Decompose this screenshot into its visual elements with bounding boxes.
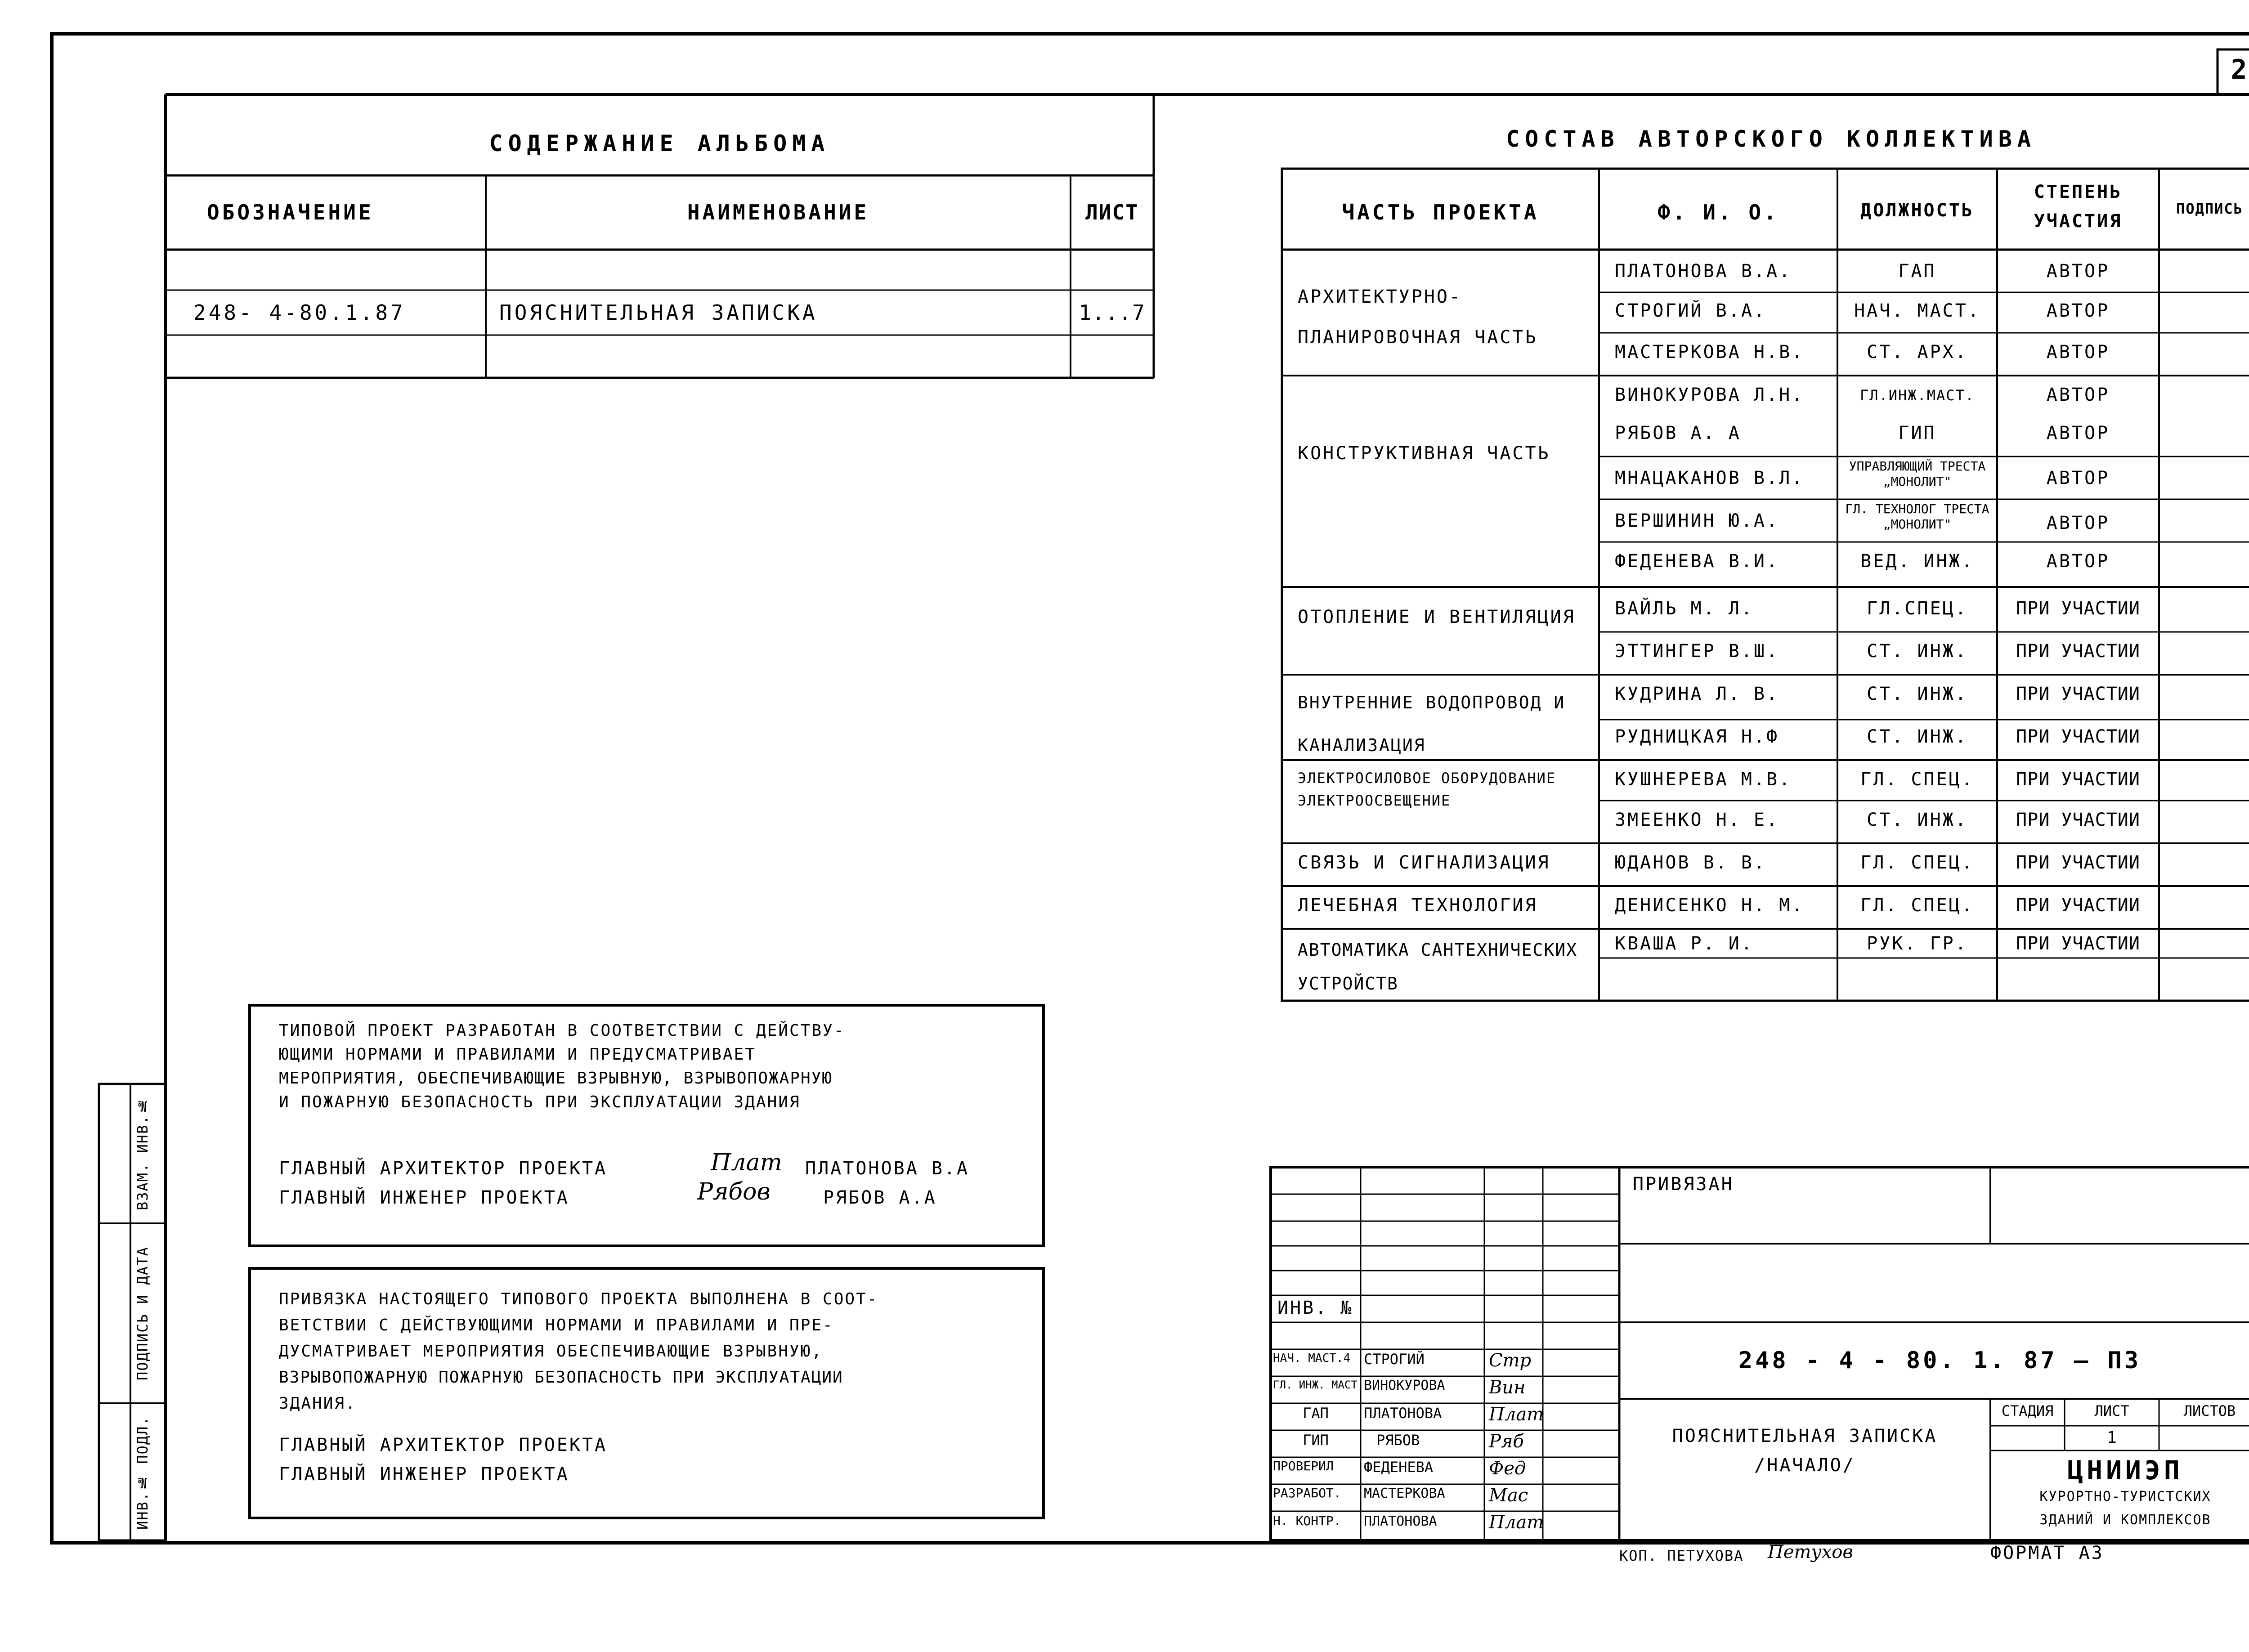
- author-participation: ПРИ УЧАСТИИ: [2016, 852, 2140, 873]
- authors-header-fio: Ф. И. О.: [1658, 200, 1779, 224]
- document-code: 248 - 4 - 80. 1. 87 — ПЗ: [1738, 1347, 2141, 1374]
- author-position: СТ. ИНЖ.: [1867, 726, 1968, 747]
- part-automation: АВТОМАТИКА САНТЕХНИЧЕСКИХ УСТРОЙСТВ: [1298, 940, 1577, 994]
- binding-architect-label: ГЛАВНЫЙ АРХИТЕКТОР ПРОЕКТА: [279, 1435, 608, 1455]
- note-line: ДУСМАТРИВАЕТ МЕРОПРИЯТИЯ ОБЕСПЕЧИВАЮЩИЕ ВЗРЫВНУЮ,: [279, 1342, 823, 1361]
- author-position: СТ. ИНЖ.: [1867, 641, 1968, 662]
- author-participation: АВТОР: [2046, 385, 2110, 405]
- author-name: ПЛАТОНОВА В.А.: [1615, 261, 1792, 282]
- stamp-inv-original: ИНВ.№ ПОДЛ.: [134, 1416, 151, 1530]
- sheet-number: 2: [2231, 54, 2247, 85]
- chief-architect-label: ГЛАВНЫЙ АРХИТЕКТОР ПРОЕКТА: [279, 1158, 608, 1179]
- author-participation: ПРИ УЧАСТИИ: [2016, 933, 2140, 954]
- author-name: КВАША Р. И.: [1615, 933, 1754, 954]
- author-participation: АВТОР: [2046, 551, 2110, 572]
- author-name: ВИНОКУРОВА Л.Н.: [1615, 385, 1805, 405]
- author-participation: ПРИ УЧАСТИИ: [2016, 684, 2140, 704]
- stamp-signature-date: ПОДПИСЬ И ДАТА: [134, 1246, 151, 1380]
- author-position: ВЕД. ИНЖ.: [1860, 551, 1974, 572]
- author-participation: АВТОР: [2046, 468, 2110, 488]
- col-header-name: НАИМЕНОВАНИЕ: [687, 200, 869, 224]
- stamp-replaced-inv: ВЗАМ. ИНВ.№: [134, 1097, 151, 1211]
- author-participation: ПРИ УЧАСТИИ: [2016, 769, 2140, 790]
- role-name: РЯБОВ: [1376, 1432, 1420, 1449]
- role-name: ПЛАТОНОВА: [1364, 1405, 1442, 1422]
- album-contents-title: СОДЕРЖАНИЕ АЛЬБОМА: [489, 130, 830, 157]
- chief-engineer-signature: Рябов: [697, 1178, 771, 1205]
- author-participation: АВТОР: [2046, 423, 2110, 443]
- role-title: ПРОВЕРИЛ: [1273, 1459, 1334, 1473]
- author-name: КУДРИНА Л. В.: [1615, 684, 1779, 704]
- author-participation: АВТОР: [2046, 342, 2110, 363]
- author-participation: АВТОР: [2046, 261, 2110, 282]
- contents-row-name: ПОЯСНИТЕЛЬНАЯ ЗАПИСКА: [499, 300, 818, 325]
- chief-engineer-name: РЯБОВ А.А: [823, 1187, 937, 1208]
- role-name: ФЕДЕНЕВА: [1364, 1459, 1434, 1476]
- note-binding: [279, 1286, 878, 1417]
- sheets-header: ЛИСТОВ: [2183, 1402, 2236, 1419]
- role-title: ГЛ. ИНЖ. МАСТ: [1273, 1379, 1357, 1391]
- title-block-signatures: Стр Вин Плат Ряб Фед Мас Плат: [1489, 1350, 1544, 1533]
- author-name: ЗМЕЕНКО Н. Е.: [1615, 810, 1779, 830]
- author-name: МНАЦАКАНОВ В.Л.: [1615, 468, 1805, 488]
- doc-title-2: /НАЧАЛО/: [1754, 1455, 1855, 1476]
- authors-title: СОСТАВ АВТОРСКОГО КОЛЛЕКТИВА: [1506, 126, 2036, 152]
- author-name: ВАЙЛЬ М. Л.: [1615, 598, 1754, 619]
- part-medical: ЛЕЧЕБНАЯ ТЕХНОЛОГИЯ: [1298, 895, 1538, 916]
- chief-architect-name: ПЛАТОНОВА В.А: [805, 1158, 970, 1179]
- author-position: СТ. ИНЖ.: [1867, 684, 1968, 704]
- authors-header-signature: ПОДПИСЬ: [2176, 200, 2243, 217]
- part-electric: ЭЛЕКТРОСИЛОВОЕ ОБОРУДОВАНИЕ ЭЛЕКТРООСВЕЩЕНИЕ: [1298, 770, 1556, 809]
- author-name: РЯБОВ А. А: [1615, 423, 1741, 443]
- chief-engineer-label: ГЛАВНЫЙ ИНЖЕНЕР ПРОЕКТА: [279, 1187, 569, 1208]
- org-sub-1: КУРОРТНО-ТУРИСТСКИХ: [2039, 1489, 2211, 1504]
- note-standards: [279, 1019, 845, 1114]
- stage-header: СТАДИЯ: [2001, 1402, 2054, 1419]
- author-position: ГЛ. СПЕЦ.: [1860, 852, 1974, 873]
- author-position: РУК. ГР.: [1867, 933, 1968, 954]
- copied-by: КОП. ПЕТУХОВА: [1619, 1547, 1744, 1564]
- note-line: ЮЩИМИ НОРМАМИ И ПРАВИЛАМИ И ПРЕДУСМАТРИВАЕТ: [279, 1045, 756, 1064]
- author-name: СТРОГИЙ В.А.: [1615, 300, 1766, 321]
- sheet-header: ЛИСТ: [2094, 1402, 2129, 1419]
- role-title: НАЧ. МАСТ.4: [1273, 1352, 1351, 1365]
- author-participation: ПРИ УЧАСТИИ: [2016, 598, 2140, 619]
- part-water: ВНУТРЕННИЕ ВОДОПРОВОД И КАНАЛИЗАЦИЯ: [1298, 693, 1566, 755]
- note-line: ЗДАНИЯ.: [279, 1394, 357, 1413]
- role-name: МАСТЕРКОВА: [1364, 1486, 1445, 1501]
- author-name: РУДНИЦКАЯ Н.Ф: [1615, 726, 1779, 747]
- authors-header-position: ДОЛЖНОСТЬ: [1860, 200, 1974, 221]
- role-title: РАЗРАБОТ.: [1273, 1486, 1341, 1500]
- role-name: СТРОГИЙ: [1364, 1351, 1425, 1368]
- author-name: ДЕНИСЕНКО Н. М.: [1615, 895, 1805, 916]
- author-position: СТ. ИНЖ.: [1867, 810, 1968, 830]
- author-name: ФЕДЕНЕВА В.И.: [1615, 551, 1779, 572]
- part-architecture: АРХИТЕКТУРНО- ПЛАНИРОВОЧНАЯ ЧАСТЬ: [1298, 287, 1538, 348]
- chief-architect-signature: Плат: [711, 1149, 782, 1176]
- part-communication: СВЯЗЬ И СИГНАЛИЗАЦИЯ: [1298, 852, 1550, 873]
- col-header-sheet: ЛИСТ: [1085, 200, 1139, 224]
- part-construction: КОНСТРУКТИВНАЯ ЧАСТЬ: [1298, 443, 1550, 464]
- authors-header-part: ЧАСТЬ ПРОЕКТА: [1342, 200, 1539, 224]
- role-title: Н. КОНТР.: [1273, 1513, 1341, 1528]
- contents-row-sheet: 1...7: [1079, 300, 1146, 325]
- author-position: НАЧ. МАСТ.: [1854, 300, 1980, 321]
- format-label: ФОРМАТ А3: [1990, 1543, 2104, 1563]
- author-position: ГИП: [1898, 423, 1936, 443]
- author-participation: ПРИ УЧАСТИИ: [2016, 895, 2140, 916]
- note-line: ТИПОВОЙ ПРОЕКТ РАЗРАБОТАН В СООТВЕТСТВИИ С ДЕЙСТВУ-: [279, 1021, 845, 1040]
- authors-header-participation: СТЕПЕНЬ УЧАСТИЯ: [2034, 182, 2123, 232]
- author-name: ЮДАНОВ В. В.: [1615, 852, 1766, 873]
- author-participation: ПРИ УЧАСТИИ: [2016, 810, 2140, 830]
- sheet-value: 1: [2107, 1428, 2117, 1447]
- role-title: ГАП: [1303, 1405, 1329, 1422]
- author-position: ГЛ.СПЕЦ.: [1867, 598, 1968, 619]
- author-participation: АВТОР: [2046, 300, 2110, 321]
- org-name: ЦНИИЭП: [2067, 1455, 2183, 1486]
- org-sub-2: ЗДАНИЙ И КОМПЛЕКСОВ: [2039, 1512, 2211, 1528]
- contents-row-designation: 248- 4-80.1.87: [193, 300, 406, 325]
- doc-title-1: ПОЯСНИТЕЛЬНАЯ ЗАПИСКА: [1672, 1426, 1938, 1446]
- binding-engineer-label: ГЛАВНЫЙ ИНЖЕНЕР ПРОЕКТА: [279, 1464, 569, 1485]
- author-position: ГЛ. СПЕЦ.: [1860, 769, 1974, 790]
- author-name: ВЕРШИНИН Ю.А.: [1615, 510, 1779, 531]
- author-position: ГАП: [1898, 261, 1936, 282]
- copied-by-signature: Петухов: [1768, 1542, 1853, 1562]
- note-line: ВЕТСТВИИ С ДЕЙСТВУЮЩИМИ НОРМАМИ И ПРАВИЛАМИ И ПРЕ-: [279, 1316, 834, 1334]
- role-name: ПЛАТОНОВА: [1364, 1513, 1437, 1529]
- author-participation: ПРИ УЧАСТИИ: [2016, 726, 2140, 747]
- author-position: УПРАВЛЯЮЩИЙ ТРЕСТА „МОНОЛИТ": [1849, 459, 1986, 489]
- author-position: СТ. АРХ.: [1867, 342, 1968, 363]
- author-name: ЭТТИНГЕР В.Ш.: [1615, 641, 1779, 662]
- note-line: ВЗРЫВОПОЖАРНУЮ ПОЖАРНУЮ БЕЗОПАСНОСТЬ ПРИ ЭКСПЛУАТАЦИИ: [279, 1368, 843, 1387]
- author-participation: АВТОР: [2046, 513, 2110, 533]
- author-position: ГЛ.ИНЖ.МАСТ.: [1859, 387, 1975, 404]
- inv-label: ИНВ. №: [1277, 1298, 1353, 1318]
- author-name: КУШНЕРЕВА М.В.: [1615, 769, 1792, 790]
- part-heating: ОТОПЛЕНИЕ И ВЕНТИЛЯЦИЯ: [1298, 607, 1576, 627]
- author-position: ГЛ. СПЕЦ.: [1860, 895, 1974, 916]
- role-name: ВИНОКУРОВА: [1364, 1378, 1445, 1393]
- author-name: МАСТЕРКОВА Н.В.: [1615, 342, 1805, 363]
- role-title: ГИП: [1303, 1432, 1329, 1449]
- col-header-designation: ОБОЗНАЧЕНИЕ: [207, 200, 374, 224]
- note-line: ПРИВЯЗКА НАСТОЯЩЕГО ТИПОВОГО ПРОЕКТА ВЫПОЛНЕНА В СООТ-: [279, 1290, 878, 1308]
- note-line: И ПОЖАРНУЮ БЕЗОПАСНОСТЬ ПРИ ЭКСПЛУАТАЦИИ ЗДАНИЯ: [279, 1093, 801, 1111]
- note-line: МЕРОПРИЯТИЯ, ОБЕСПЕЧИВАЮЩИЕ ВЗРЫВНУЮ, ВЗРЫВОПОЖАРНУЮ: [279, 1069, 833, 1088]
- privyazan-label: ПРИВЯЗАН: [1633, 1174, 1734, 1195]
- author-position: ГЛ. ТЕХНОЛОГ ТРЕСТА „МОНОЛИТ": [1845, 501, 1989, 532]
- author-participation: ПРИ УЧАСТИИ: [2016, 641, 2140, 662]
